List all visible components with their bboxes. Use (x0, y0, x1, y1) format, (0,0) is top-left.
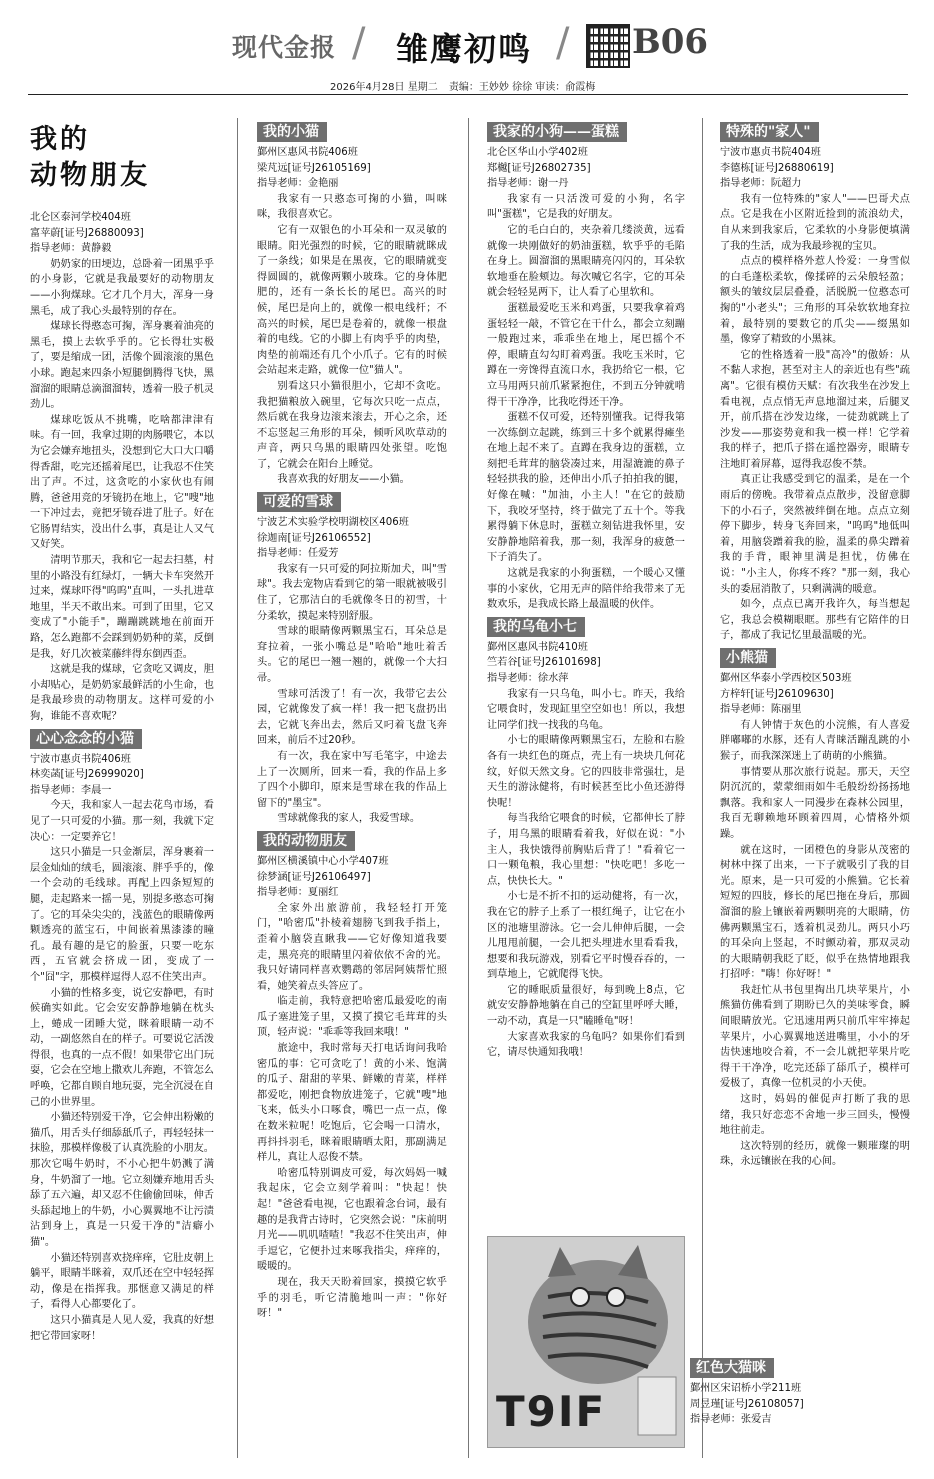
divider: / (352, 20, 366, 66)
article (690, 1354, 890, 1428)
article-headline: 我的动物朋友 (257, 831, 355, 851)
article-teacher: 指导老师：徐水萍 (487, 673, 569, 684)
article-paragraph: 它的毛白白的，夹杂着几缕淡黄，远看就像一块刚做好的奶油蛋糕，软乎乎的毛陷在身上。圆溜溜的黑眼睛亮闪闪的，耳朵软软地垂在脸颊边。每次喊它名字，它的耳朵就会轻轻晃两下，让人看了心里软和。 (487, 224, 685, 299)
column-4 (720, 118, 910, 1343)
article-school: 鄞州区惠风书院406班 (257, 147, 358, 158)
section-title: 雏鹰初鸣 (396, 30, 533, 68)
article-paragraph: 这就是我的煤球，它贪吃又调皮，胆小却贴心，是奶奶家最鲜活的小生命，也是我最珍贵的动物朋友。这样可爱的小狗，谁能不喜欢呢？ (30, 664, 214, 722)
article-paragraph: 这只小猫是一只金渐层，浑身裹着一层金灿灿的绒毛，圆滚滚、胖乎乎的，像一个会动的毛线球。再配上四条短短的腿，走起路来一摇一晃，别提多憨态可掬了。它的耳朵尖尖的，浅蓝色的眼睛像两颗透亮的蓝宝石，中间嵌着黑漆漆的瞳孔。最有趣的是它的脸蛋，只要一吃东西，五官就会挤成一团，变成了一个"囧"字，那模样逗得人忍不住笑出声。 (30, 847, 214, 983)
article-paragraph: 这次特别的经历，就像一颗璀璨的明珠，永远镶嵌在我的心间。 (720, 1140, 910, 1168)
article-paragraph: 现在，我天天盼着回家，摸摸它软乎乎的羽毛，听它清脆地叫一声："你好呀！" (257, 1276, 447, 1320)
article-paragraph: 小猫还特别爱干净，它会伸出粉嫩的猫爪，用舌头仔细舔舐爪子，再轻轻抹一抹脸，那模样像极了认真洗脸的小朋友。那次它喝牛奶时，不小心把牛奶溅了满身，牛奶溜了一地。它立刻嫌弃地用舌头舔了五六遍，却又忍不住偷偷回味，伸舌头舔起地上的牛奶，小心翼翼地不让污渍沾到身上，真是一只爱干净的"洁癖小猫"。 (30, 1112, 214, 1248)
header-rule (28, 94, 908, 95)
column-rule (468, 118, 469, 1458)
article-author: 徐迦南[证号J26106552] (257, 532, 371, 544)
article-author: 郑樾[证号J26802735] (487, 162, 591, 174)
page-title-line: 动物朋友 (30, 160, 150, 191)
article-paragraph: 小猫还特别喜欢挠痒痒，它肚皮朝上躺平，眼睛半眯着，双爪还在空中轻轻挥动，像是在指挥我。那惬意又满足的样子，看得人心都要化了。 (30, 1252, 214, 1311)
article-author: 竺若谷[证号J26101698] (487, 657, 601, 669)
article (720, 118, 910, 644)
page-title (30, 122, 214, 194)
editor-credit: 责编：王妙妙 徐徐 审读：俞霞梅 (448, 82, 596, 93)
article-paragraph: 我喜欢我的好朋友——小猫。 (277, 474, 410, 486)
article-teacher: 指导老师：李晨一 (30, 784, 112, 796)
article-paragraph: 今天，我和家人一起去花鸟市场，看见了一只可爱的小猫。那一刻，我就下定决心：一定要养它！ (30, 800, 214, 843)
article-teacher: 指导老师：阮超力 (720, 178, 802, 190)
article-headline: 我家的小狗——蛋糕 (487, 122, 627, 142)
article-headline: 可爱的雪球 (257, 492, 341, 512)
column-3 (487, 118, 685, 1228)
article-paragraph: 小七是不折不扣的运动健将，有一次，我在它的脖子上系了一根红绳子，让它在小区的池塘里游泳。它一会儿伸伸后腿，一会儿甩甩前腿，一会儿把头埋进水里看看我，想要和我玩游戏，别看它平时慢吞吞的，一到草地上，它就爬得飞快。 (487, 891, 685, 981)
article (257, 488, 447, 827)
article-paragraph: 别看这只小猫很胆小，它却不贪吃。我把猫粮放入碗里，它每次只吃一点点，然后就在我身边滚来滚去，开心之余，还不忘竖起三角形的耳朵，倾听风吹草动的声音，两只乌黑的眼睛四处张望。吃饱了，它就会在阳台上睡觉。 (257, 380, 447, 470)
article-headline: 我的小猫 (257, 122, 327, 142)
article-paragraph: 雪球就像我的家人，我爱雪球。 (277, 813, 421, 825)
article-school: 宁波市惠贞书院406班 (30, 753, 131, 765)
article-paragraph: 全家外出旅游前，我轻轻打开笼门，"哈密瓜"扑棱着翅膀飞到我手指上，歪着小脑袋直瞅我——它好像知道我要走，黑亮亮的眼睛里闪着依依不舍的光。我只好请同样喜欢鹦鹉的邻居阿姨帮忙照看，她笑着点头答应了。 (257, 902, 447, 992)
article-paragraph: 这就是我家的小狗蛋糕，一个暖心又懂事的小家伙，它用无声的陪伴给我带来了无数欢乐，是我成长路上最温暖的伙伴。 (487, 568, 685, 611)
newspaper-brand: 现代金报 (232, 33, 337, 62)
article-paragraph: 小猫的性格多变，说它安静吧，有时候确实如此。它会安安静静地躺在枕头上，蜷成一团睡大觉，眯着眼睛一动不动，一副悠然自在的样子。可要说它活泼得很，也真的一点不假！如果带它出门玩耍，它会在空地上撒欢儿奔跑，不管怎么呼唤，它都自顾自地玩耍，完全沉浸在自己的小世界里。 (30, 987, 214, 1108)
article-paragraph: 哈密瓜特别调皮可爱，每次妈妈一喊我起床，它会立刻学着叫："快起！快起！"爸爸看电视，它也跟着念台词，最有趣的是我背古诗时，它突然会说："床前明月光——叽叽喳喳！"我忍不住笑出声，伸手逗它，它便扑过来啄我指尖，痒痒的，暖暖的。 (257, 1167, 447, 1273)
article-paragraph: 旅途中，我时常每天打电话询问我哈密瓜的事：它可贪吃了！黄的小米、饱满的瓜子、甜甜的苹果、鲜嫩的青菜，样样都爱吃，刚把食物放进笼子，它就"嗖"地飞来，低头小口啄食，嘴巴一点一点，像在数米粒呢！吃饱后，它会喝一口清水，再抖抖羽毛，眯着眼睛晒太阳，那副满足样儿，真让人忍俊不禁。 (257, 1043, 447, 1164)
article-headline: 红色大猫咪 (690, 1358, 774, 1378)
article-headline: 我的乌龟小七 (487, 617, 585, 637)
article-paragraph: 它的性格透着一股"高冷"的傲娇：从不黏人求抱，甚至对主人的亲近也有些"疏离"。它很有模仿天赋：有次我坐在沙发上看电视，点点悄无声息地溜过来，后腿叉开，前爪搭在沙发边缘，一徒劲就跳上了沙发——那姿势竟和我一模一样！它学着我的样子，把爪子搭在遥控器旁，眼睛专注地盯着屏幕，逗得我忍俊不禁。 (720, 349, 910, 470)
article (257, 118, 447, 488)
article (257, 827, 447, 1322)
article-paragraph: 事情要从那次旅行说起。那天，天空阴沉沉的，蒙蒙细雨如牛毛般纷纷扬扬地飘落。我和家人一同漫步在森林公园里，我百无聊赖地环顾着四周，心情格外烦躁。 (720, 766, 910, 840)
article-teacher: 指导老师：夏丽红 (257, 887, 339, 899)
column-rule (237, 118, 238, 1458)
article-headline: 心心念念的小猫 (30, 729, 142, 749)
article-paragraph: 大家喜欢我家的乌龟吗？如果你们看到它，请尽快通知我哦！ (487, 1031, 685, 1059)
qr-code-icon (586, 24, 630, 68)
article-school: 鄞州区宋诏桥小学211班 (690, 1383, 802, 1394)
article-paragraph: 蛋糕不仅可爱，还特别懂我。记得我第一次练倒立起跳，练到三十多个就累得瘫坐在地上起不来了。直蹲在我身边的蛋糕，立刻把毛茸茸的脑袋凑过来，用湿漉漉的鼻子轻轻拱我的脸，还伸出小爪子拍拍我的腿，好像在喊："加油，小主人！"在它的鼓励下，我咬牙坚持，终于做完了五十个。等我累得躺下休息时，蛋糕立刻钻进我怀里，安安静静地陪着我，那一刻，我浑身的疲惫一下子消失了。 (487, 412, 685, 564)
article-paragraph: 真正让我感受到它的温柔，是在一个雨后的傍晚。我带着点点散步，没留意脚下的小石子，突然被绊倒在地。点点立刻停下脚步，转身飞奔回来，"呜呜"地低叫着，用脑袋蹭着我的脸，温柔的鼻尖蹭着我的手背，眼神里满是担忧，仿佛在说："小主人，你疼不疼？"那一刻，我心头的委屈消散了，只剩满满的暖意。 (720, 474, 910, 595)
article-teacher: 指导老师：陈丽里 (720, 704, 802, 716)
article-paragraph: 我家有一只可爱的阿拉斯加犬，叫"雪球"。我去宠物店看到它的第一眼就被吸引住了，它那洁白的毛就像冬日的初雪，十分柔软，摸起来特别舒服。 (257, 563, 447, 622)
article-paragraph: 我有一位特殊的"家人"——巴哥犬点点。它是我在小区附近捡到的流浪幼犬，自从来到我家后，它柔软的小身影便填满了我的生活，成为我最珍视的宝贝。 (720, 193, 910, 252)
article-paragraph: 蛋糕最爱吃玉米和鸡蛋，只要我拿着鸡蛋轻轻一敲，不管它在干什么，都会立刻蹦一般跑过来，乖乖坐在地上，尾巴摇个不停，眼睛直勾勾盯着鸡蛋。我吃玉米时，它蹲在一旁馋得直流口水，我扔给它一根，它立马用两只前爪紧紧抱住，不到五分钟就啃得干干净净，比我吃得还干净。 (487, 302, 685, 408)
article-author: 方梓轩[证号J26109630] (720, 688, 834, 700)
article-school: 宁波市惠贞书院404班 (720, 147, 821, 158)
cat-drawing-illustration (487, 1236, 685, 1448)
article-paragraph: 它的睡眠质量很好，每到晚上8点，它就安安静静地躺在自己的空缸里呼呼大睡，一动不动，真是一只"瞌睡龟"呀！ (487, 984, 685, 1028)
article-teacher: 指导老师：金艳丽 (257, 178, 339, 190)
article-paragraph: 小七的眼睛像两颗黑宝石，左脸和右脸各有一块红色的斑点，壳上有一块块几何花纹，好似天然文身。它的四肢非常强壮，是天生的游泳健将，有时候甚至比小鱼还游得快呢！ (487, 735, 685, 809)
article-paragraph: 雪球的眼睛像两颗黑宝石，耳朵总是耷拉着，一张小嘴总是"哈哈"地吐着舌头。它的尾巴一翘一翘的，就像一个大扫帚。 (257, 626, 447, 684)
article-school: 北仑区华山小学402班 (487, 147, 588, 158)
article-school: 鄞州区华泰小学西校区503班 (720, 673, 852, 684)
column-rule (702, 118, 703, 1458)
article-paragraph: 点点的模样格外惹人怜爱：一身雪似的白毛蓬松柔软，像揉碎的云朵般轻盈；额头的皱纹层层叠叠，活脱脱一位憨态可掬的"小老头"；三角形的耳朵软软地耷拉着，最特别的要数它的爪尖——缀黑如墨，像穿了精致的小黑袜。 (720, 256, 910, 346)
article-paragraph: 雪球可活泼了！有一次，我带它去公园，它就像发了疯一样！我一把飞盘扔出去，它就飞奔出去，然后又叼着飞盘飞奔回来，前后不过20秒。 (257, 688, 447, 747)
article-paragraph: 有一次，我在家中写毛笔字，中途去上了一次厕所，回来一看，我的作品上多了四个小脚印，原来是雪球在我的作品上留下的"墨宝"。 (257, 750, 447, 809)
article-paragraph: 这只小猫真是人见人爱，我真的好想把它带回家呀！ (30, 1314, 214, 1342)
article-paragraph: 煤球长得憨态可掬，浑身裹着油亮的黑毛，摸上去软乎乎的。它长得壮实极了，要是缩成一团，活像个圆滚滚的黑色小球。跑起来四条小短腿倒腾得飞快，黑溜溜的眼睛总滴溜溜转，透着一股子机灵劲儿。 (30, 321, 214, 411)
article-school: 鄞州区横溪镇中心小学407班 (257, 855, 389, 867)
article-author: 周昱瑾[证号J26108057] (690, 1398, 804, 1410)
dateline (330, 78, 603, 93)
article-paragraph: 奶奶家的田埂边，总卧着一团黑乎乎的小身影，它就是我最要好的动物朋友——小狗煤球。它才几个月大，浑身一身黑毛，成了我心头最特别的存在。 (30, 258, 214, 317)
drawing-lettering: T9IF (496, 1387, 607, 1436)
article-paragraph: 如今，点点已离开我许久，每当想起它，我总会模糊眼眶。那些有它陪伴的日子，都成了我记忆里最温暖的光。 (720, 599, 910, 642)
article-paragraph: 清明节那天，我和它一起去扫墓，村里的小路没有红绿灯，一辆大卡车突然开过来，煤球吓得"呜呜"直叫，一头扎进草地里，半天不敢出来。可到了田里，它又变成了"小能手"，蹦蹦跳跳地在前面开路，怎么跑都不会踩到奶奶种的菜，反倒是我，好几次被菜藤绊得东倒西歪。 (30, 555, 214, 660)
article (720, 644, 910, 1170)
article-paragraph: 煤球吃饭从不挑嘴，吃啥都津津有味。有一回，我拿过期的肉肠喂它，本以为它会嫌弃地扭头，没想到它大口大口嚼得香甜，吃完还摇着尾巴，让我忍不住笑出了声。不过，这贪吃的小家伙也有闹腾，爸爸用竞的牙镜扔在地上，它"嗖"地一下冲过去，竟把牙镜吞进了肚子。好在它肠胃结实，没出什么事，真是让人又气又好笑。 (30, 414, 214, 551)
publish-date: 2026年4月28日 星期二 (330, 82, 438, 93)
article-teacher: 指导老师：任爱芳 (257, 548, 339, 560)
article-author: 李德栋[证号J26880619] (720, 162, 834, 174)
page-number: B06 (632, 22, 709, 62)
article-author: 林奕菡[证号J26999020] (30, 769, 144, 781)
article-school: 鄞州区惠风书院410班 (487, 641, 588, 653)
page-title-line: 我的 (30, 124, 90, 155)
article-headline: 小熊猫 (720, 648, 776, 668)
article-paragraph: 我家有一只乌龟，叫小七。昨天，我给它喂食时，发现缸里空空如也！所以，我想让同学们找一找我的乌龟。 (487, 688, 685, 731)
article (30, 725, 214, 1345)
article (487, 118, 685, 613)
article-school: 宁波艺术实验学校明湖校区406班 (257, 517, 409, 529)
article-paragraph: 我赶忙从书包里掏出几块苹果片，小熊猫仿佛看到了期盼已久的美味零食，瞬间眼睛放光。它迅速用两只前爪牢牢捧起苹果片，小心翼翼地送进嘴里，小小的牙齿快速地咬合着，不一会儿就把苹果片吃得干干净净，吃完还舔了舔爪子，模样可爱极了，真像一位机灵的小天使。 (720, 984, 910, 1090)
article-teacher: 指导老师：张爱吉 (690, 1414, 772, 1426)
article (30, 210, 214, 725)
article-teacher: 指导老师：黄静毅 (30, 243, 112, 255)
article-author: 梁芃远[证号J26105169] (257, 162, 371, 174)
article-headline: 特殊的"家人" (720, 122, 819, 142)
divider: / (556, 20, 570, 66)
article-paragraph: 我家有一只憨态可掬的小猫，叫咪咪，我很喜欢它。 (257, 193, 447, 221)
article-paragraph: 就在这时，一团橙色的身影从茂密的树林中探了出来，一下子就吸引了我的目光。原来，是一只可爱的小熊猫。它长着短短的四肢，修长的尾巴拖在身后，那圆溜溜的脸上镶嵌着两颗明亮的大眼睛，仿佛两颗黑宝石，透着机灵劲儿。两只小巧的耳朵向上竖起，不时颤动着，那双灵动的大眼睛朝我眨了眨，似乎在热情地跟我打招呼："嗨！你好呀！" (720, 844, 910, 981)
article-paragraph: 这时，妈妈的催促声打断了我的思绪，我只好恋恋不舍地一步三回头，慢慢地往前走。 (720, 1094, 910, 1137)
article-paragraph: 它有一双银色的小耳朵和一双灵敏的眼睛。阳光强烈的时候，它的眼睛就眯成了一条线；如果是在黑夜，它的眼睛就变得圆圆的，就像两颗小玻珠。它的身体肥肥的，还有一条长长的尾巴。高兴的时候，尾巴是向上的，就像一根电线杆；不高兴的时候，尾巴是卷着的，就像一根盘着的电线。它的小脚上有肉乎乎的肉垫，肉垫的前端还有几个小爪子。它有的时候会站起来走路，就像一位"猫人"。 (257, 224, 447, 377)
article-paragraph: 有人钟情于灰色的小浣熊，有人喜爱胖嘟嘟的水豚，还有人青睐活蹦乱跳的小猴子，而我深深迷上了萌萌的小熊猫。 (720, 719, 910, 762)
article-school: 北仑区泰河学校404班 (30, 212, 131, 223)
article-teacher: 指导老师：谢一丹 (487, 178, 569, 190)
article-author: 徐梦涵[证号J26106497] (257, 871, 371, 883)
article-paragraph: 我家有一只活泼可爱的小狗，名字叫"蛋糕"，它是我的好朋友。 (487, 193, 685, 221)
column-1 (30, 118, 214, 1443)
article-paragraph: 每当我给它喂食的时候，它都伸长了脖子，用乌黑的眼睛看着我，好似在说："小主人，我快饿得前胸贴后背了！"看着它一口一颗龟粮，我心里想："快吃吧！多吃一点，快快长大。" (487, 813, 685, 887)
masthead (0, 14, 934, 72)
article-paragraph: 临走前，我特意把哈密瓜最爱吃的南瓜子塞进笼子里，又摸了摸它毛茸茸的头顶，轻声说："乖乖等我回来哦！" (257, 996, 447, 1039)
article (487, 613, 685, 1061)
column-2 (257, 118, 447, 1448)
article-author: 富苹蔚[证号J26880093] (30, 227, 144, 239)
